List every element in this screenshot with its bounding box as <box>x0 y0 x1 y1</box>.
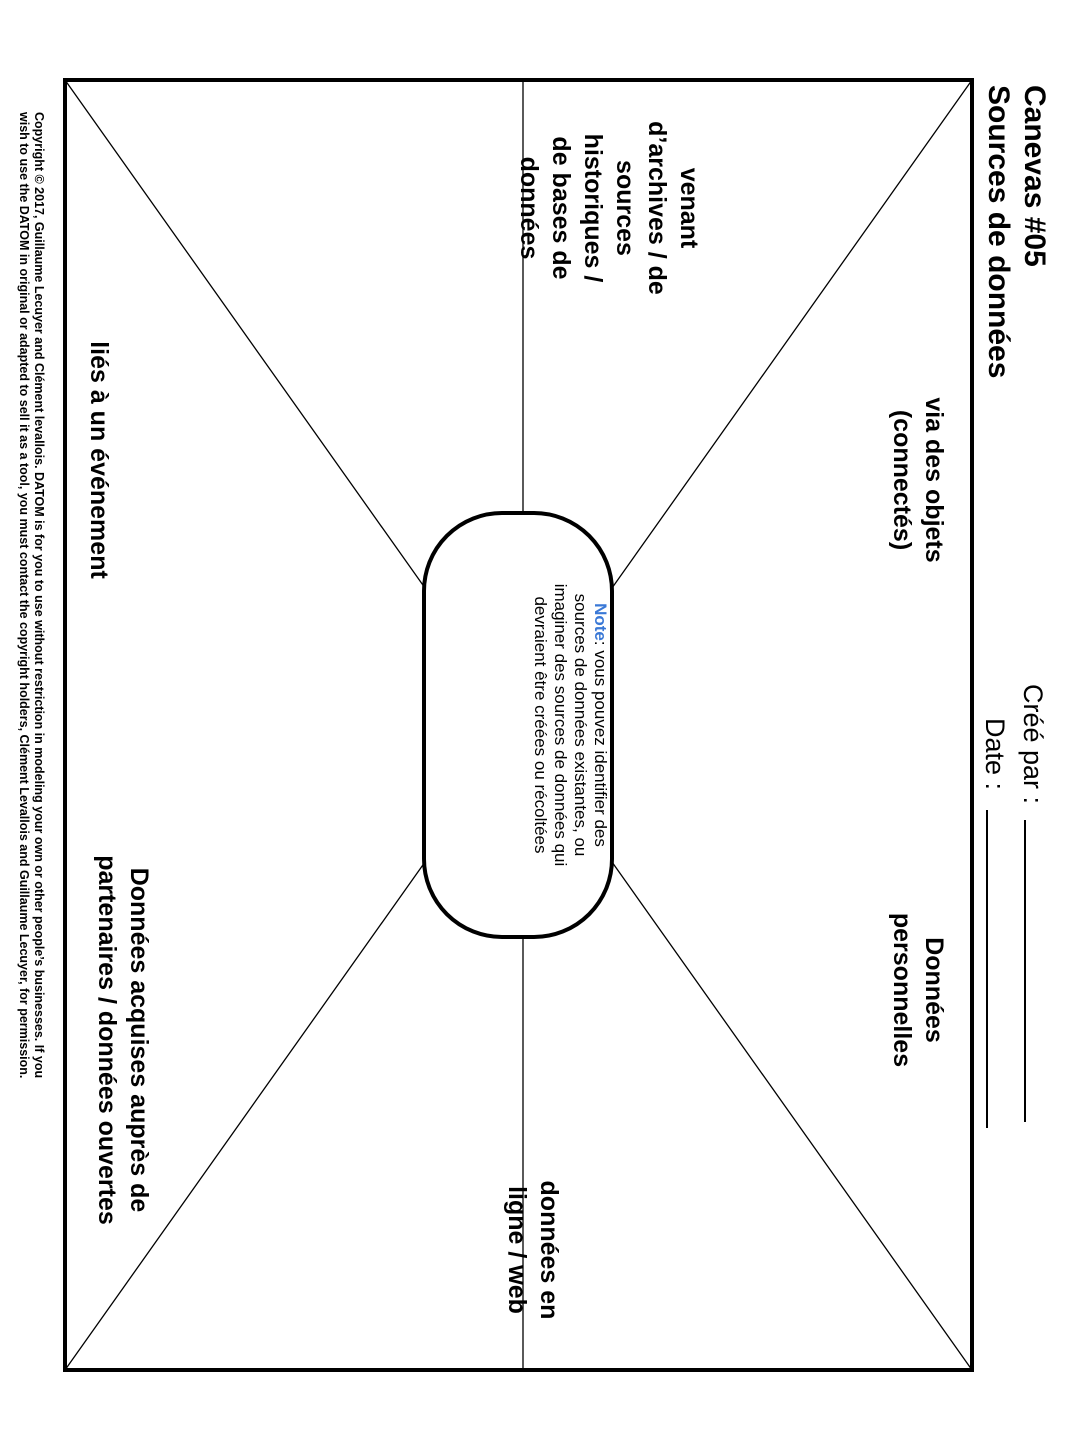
created-by-label: Créé par : <box>1018 684 1048 805</box>
created-by-field[interactable] <box>1024 820 1026 1122</box>
copyright-notice <box>16 112 46 1412</box>
note-text <box>530 580 610 870</box>
region-left-label: venant d’archives / de sources historiques / de bases de données <box>515 121 703 295</box>
date-label: Date : <box>980 718 1010 791</box>
region-right-label: données en ligne / web <box>503 1180 563 1320</box>
diagonal-bottom-left <box>65 80 425 588</box>
region-top-left-label: via des objets (connectés) <box>888 397 948 563</box>
region-bottom-right-label: Données acquises auprès de partenaires / données ouvertes <box>93 855 153 1225</box>
note-label: Note <box>591 603 610 641</box>
page-title: Sources de données <box>982 85 1015 379</box>
copyright-line-1: Copyright © 2017, Guillaume Lecuyer and Clément levallois. DATOM is for you to use without restriction in modeling your own or other people’s businesses. If you <box>32 112 46 1079</box>
copyright-line-2: wish to use the DATOM in original or adapted to sell it as a tool, you must contact the copyright holders, Clément Levallois and Guillaume Lecuyer, for permission. <box>17 112 31 1079</box>
note-body: : vous pouvez identifier des sources de données existantes, ou imaginer des sources de données qui devraient être créées ou récoltées <box>531 583 610 867</box>
region-top-right-label: Données personnelles <box>888 912 948 1068</box>
region-bottom-left-label: liés à un événement <box>85 341 113 579</box>
canvas-number: Canevas #05 <box>1018 85 1051 267</box>
date-field[interactable] <box>986 810 988 1128</box>
